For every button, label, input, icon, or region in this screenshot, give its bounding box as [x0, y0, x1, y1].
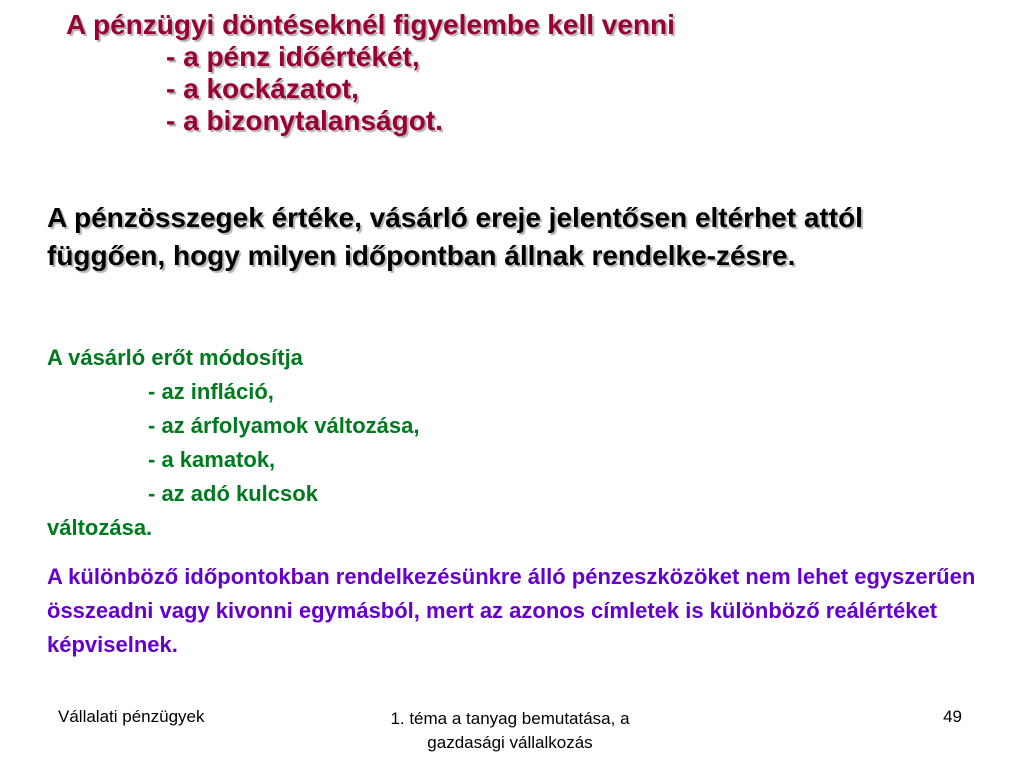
green-item-3: - a kamatok, [148, 447, 276, 472]
slide-heading [66, 9, 675, 137]
green-item-2: - az árfolyamok változása, [148, 413, 420, 438]
heading-title: A pénzügyi döntéseknél figyelembe kell venni [66, 9, 675, 40]
paragraph-black: A pénzösszegek értéke, vásárló ereje jelentősen eltérhet attól függően, hogy milyen időpontban állnak rendelke-zésre. [47, 202, 863, 271]
green-list-block [47, 341, 419, 545]
green-intro: A vásárló erőt módosítja [47, 345, 303, 370]
heading-item-2: - a kockázatot, [166, 73, 359, 104]
footer-left: Vállalati pénzügyek [58, 707, 205, 726]
heading-item-3: - a bizonytalanságot. [166, 105, 443, 136]
green-item-4: - az adó kulcsok [148, 481, 318, 506]
green-tail: változása. [47, 515, 153, 540]
page-number: 49 [943, 707, 962, 726]
paragraph-purple: A különböző időpontokban rendelkezésünkre álló pénzeszközöket nem lehet egyszerűen összeadni vagy kivonni egymásból, mert az azonos címletek is különböző reálértéket képviselnek. [47, 564, 976, 657]
heading-item-1: - a pénz időértékét, [166, 41, 420, 72]
green-item-1: - az infláció, [148, 379, 274, 404]
footer-center: 1. téma a tanyag bemutatása, a gazdasági vállalkozás [390, 709, 630, 752]
